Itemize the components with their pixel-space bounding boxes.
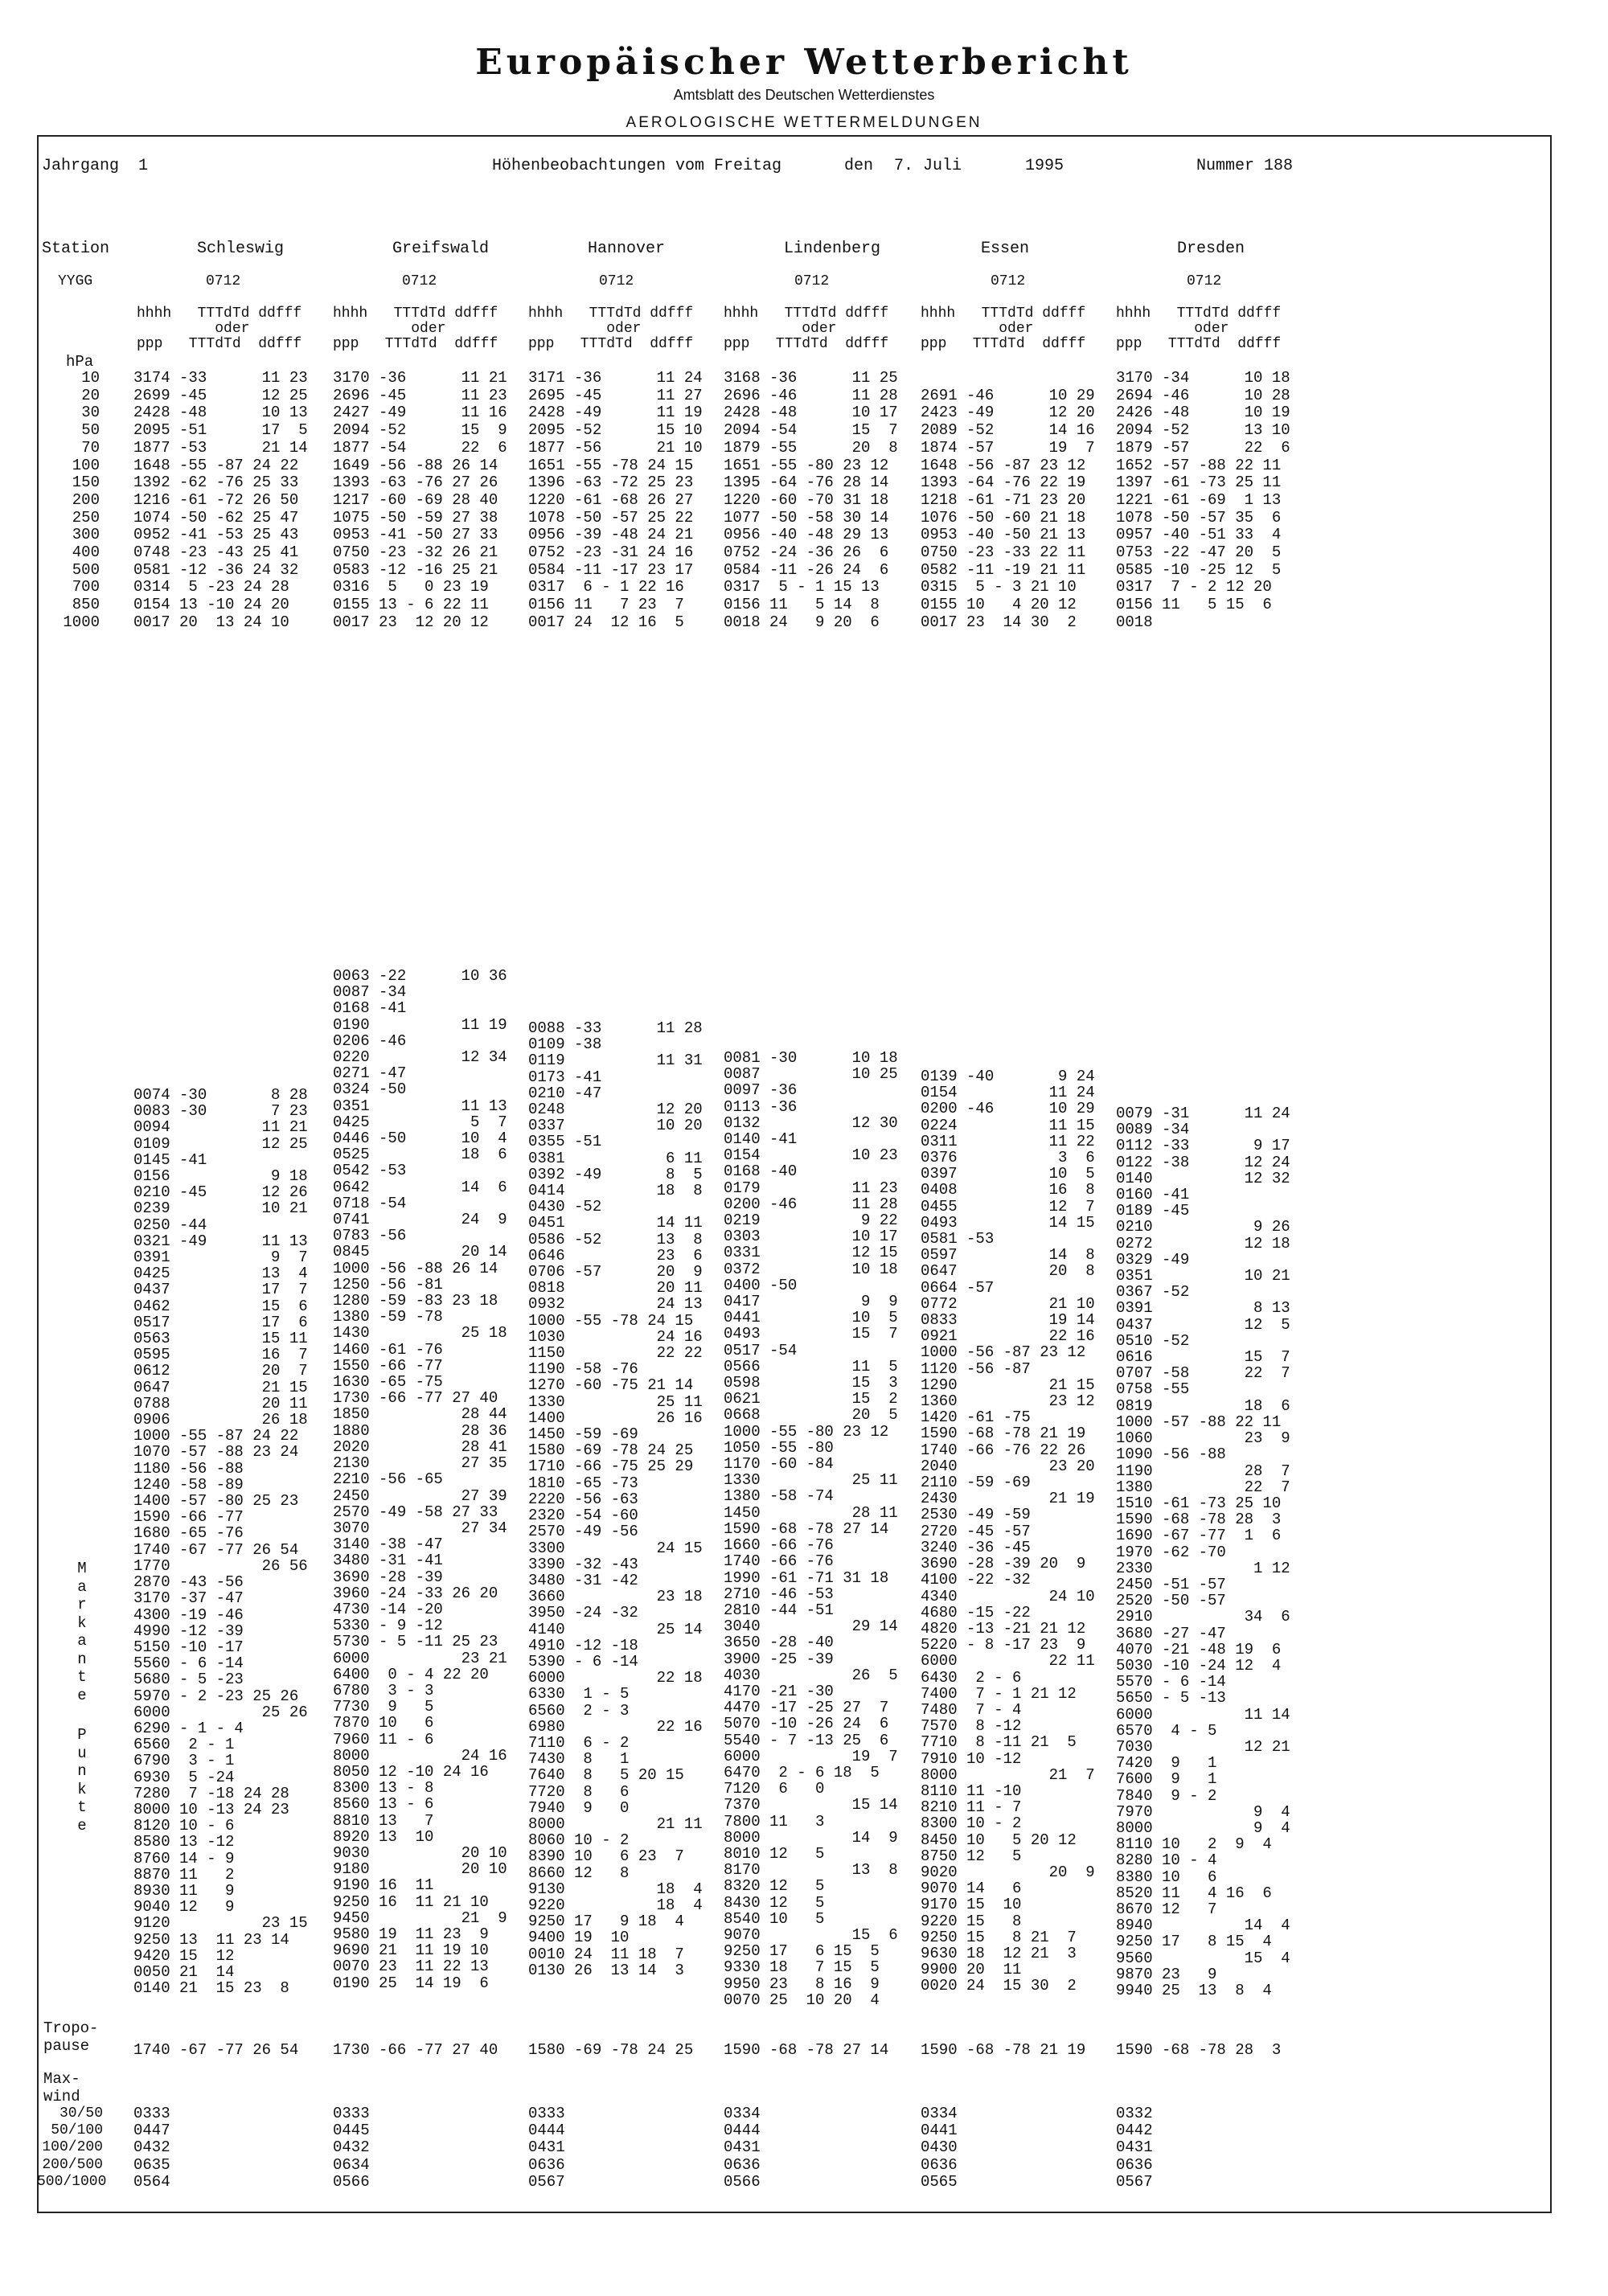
column-heading: ppp TTTdTd ddfff (528, 336, 694, 352)
station-label: Station (42, 240, 110, 258)
standard-levels-data: 3171 -36 11 24 2695 -45 11 27 2428 -49 11 19 2095 -52 15 10 1877 -56 21 10 1651 -55 -78 24 15 1396 -63 -72 25 23 1220 -61 -68 26 27 1078 -50 -57 25 22 0956 -39 -48 24 21 0752 -23 -31 24 16 0584 -11 -17 23 17 0317 6 - 1 22 16 0156 11 7 23 7 0017 24 12 16 5 (528, 369, 703, 631)
column-heading: ppp TTTdTd ddfff (333, 336, 498, 352)
column-heading: oder (921, 321, 1034, 337)
tropopause-data: 1590 -68 -78 27 14 (724, 2041, 889, 2059)
yygg-label: YYGG (58, 273, 93, 289)
station-name: Essen (981, 240, 1030, 258)
station-name: Schleswig (197, 240, 285, 258)
station-yygg: 0712 (599, 273, 634, 289)
station-name: Lindenberg (784, 240, 881, 258)
station-yygg: 0712 (991, 273, 1026, 289)
page-title: Europäischer Wetterbericht (475, 42, 1133, 83)
significant-levels-data: 0088 -33 11 28 0109 -38 0119 11 31 0173 -41 0210 -47 0248 12 20 0337 10 20 0355 -51 0381 6 11 0392 -49 8 5 0414 18 8 0430 -52 0451 14 11 0586 -52 13 8 0646 23 6 0706 -57 20 9 0818 20 11 0932 24 13 1000 -55 -78 24 15 1030 24 16 1150 22 22 1190 -58 -76 1270 -60 -75 21 14 1330 25 11 1400 26 16 1450 -59 -69 1580 -69 -78 24 25 1710 -66 -75 25 29 1810 -65 -73 2220 -56 -63 2320 -54 -60 2570 -49 -56 3300 24 15 3390 -32 -43 3480 -31 -42 3660 23 18 3950 -24 -32 4140 25 14 4910 -12 -18 5390 - 6 -14 6000 22 18 6330 1 - 5 6560 2 - 3 6980 22 16 7110 6 - 2 7430 8 1 7640 8 5 20 15 7720 8 6 7940 9 0 8000 21 11 8060 10 - 2 8390 10 6 23 7 8660 12 8 9130 18 4 9220 18 4 9250 17 9 18 4 9400 19 10 0010 24 11 18 7 0130 26 13 14 3 (528, 1019, 703, 1979)
observation-label: Höhenbeobachtungen vom Freitag (492, 157, 782, 175)
tropopause-data: 1730 -66 -77 27 40 (333, 2041, 498, 2059)
punkte-label: P u n k t e (77, 1726, 87, 1835)
hpa-label: hPa (66, 353, 94, 371)
pressure-levels: 10 20 30 50 70 100 150 200 250 300 400 500 700 850 1000 (63, 369, 100, 631)
section-title: AEROLOGISCHE WETTERMELDUNGEN (626, 114, 982, 131)
maxwind-data: 0333 0445 0432 0634 0566 (333, 2105, 370, 2191)
column-heading: hhhh TTTdTd ddfff (1116, 305, 1282, 322)
maxwind-data: 0333 0447 0432 0635 0564 (133, 2105, 170, 2191)
tropopause-data: 1590 -68 -78 21 19 (921, 2041, 1086, 2059)
column-heading: oder (724, 321, 837, 337)
column-heading: hhhh TTTdTd ddfff (724, 305, 889, 322)
issue-year: 1995 (1025, 157, 1064, 175)
tropopause-data: 1740 -67 -77 26 54 (133, 2041, 299, 2059)
den-label: den (844, 157, 874, 175)
column-heading: hhhh TTTdTd ddfff (528, 305, 694, 322)
significant-levels-data: 0139 -40 9 24 0154 11 24 0200 -46 10 29 0224 11 15 0311 11 22 0376 3 6 0397 10 5 0408 16 8 0455 12 7 0493 14 15 0581 -53 0597 14 8 0647 20 8 0664 -57 0772 21 10 0833 19 14 0921 22 16 1000 -56 -87 23 12 1120 -56 -87 1290 21 15 1360 23 12 1420 -61 -75 1590 -68 -78 21 19 1740 -66 -76 22 26 2040 23 20 2110 -59 -69 2430 21 19 2530 -49 -59 2720 -45 -57 3240 -36 -45 3690 -28 -39 20 9 4100 -22 -32 4340 24 10 4680 -15 -22 4820 -13 -21 21 12 5220 - 8 -17 23 9 6000 22 11 6430 2 - 6 7400 7 - 1 21 12 7480 7 - 4 7570 8 -12 7710 8 -11 21 5 7910 10 -12 8000 21 7 8110 11 -10 8210 11 - 7 8300 10 - 2 8450 10 5 20 12 8750 12 5 9020 20 9 9070 14 6 9170 15 10 9220 15 8 9250 15 8 21 7 9630 18 12 21 3 9900 20 11 0020 24 15 30 2 (921, 1068, 1095, 1995)
standard-levels-data: 3170 -36 11 21 2696 -45 11 23 2427 -49 11 16 2094 -52 15 9 1877 -54 22 6 1649 -56 -88 26 14 1393 -63 -76 27 26 1217 -60 -69 28 40 1075 -50 -59 27 38 0953 -41 -50 27 33 0750 -23 -32 26 21 0583 -12 -16 25 21 0316 5 0 23 19 0155 13 - 6 22 11 0017 23 12 20 12 (333, 369, 507, 631)
column-heading: hhhh TTTdTd ddfff (137, 305, 302, 322)
column-heading: oder (528, 321, 642, 337)
station-name: Hannover (588, 240, 666, 258)
tropopause-data: 1590 -68 -78 28 3 (1116, 2041, 1282, 2059)
maxwind-data: 0333 0444 0431 0636 0567 (528, 2105, 565, 2191)
issue-number: Nummer 188 (1196, 157, 1294, 175)
standard-levels-data: 3168 -36 11 25 2696 -46 11 28 2428 -48 10 17 2094 -54 15 7 1879 -55 20 8 1651 -55 -80 23 12 1395 -64 -76 28 14 1220 -60 -70 31 18 1077 -50 -58 30 14 0956 -40 -48 29 13 0752 -24 -36 26 6 0584 -11 -26 24 6 0317 5 - 1 15 13 0156 11 5 14 8 0018 24 9 20 6 (724, 369, 898, 631)
station-yygg: 0712 (402, 273, 437, 289)
maxwind-data: 0334 0444 0431 0636 0566 (724, 2105, 761, 2191)
column-heading: ppp TTTdTd ddfff (137, 336, 302, 352)
standard-levels-data: 3170 -34 10 18 2694 -46 10 28 2426 -48 10 19 2094 -52 13 10 1879 -57 22 6 1652 -57 -88 22 11 1397 -61 -73 25 11 1221 -61 -69 1 13 1078 -50 -57 35 6 0957 -40 -51 33 4 0753 -22 -47 20 5 0585 -10 -25 12 5 0317 7 - 2 12 20 0156 11 5 15 6 0018 (1116, 369, 1290, 631)
wind-layers: 30/50 50/100 100/200 200/500 500/1000 (37, 2105, 107, 2190)
jahrgang-value: 1 (138, 157, 149, 175)
column-heading: hhhh TTTdTd ddfff (921, 305, 1086, 322)
significant-levels-data: 0081 -30 10 18 0087 10 25 0097 -36 0113 -36 0132 12 30 0140 -41 0154 10 23 0168 -40 0179 11 23 0200 -46 11 28 0219 9 22 0303 10 17 0331 12 15 0372 10 18 0400 -50 0417 9 9 0441 10 5 0493 15 7 0517 -54 0566 11 5 0598 15 3 0621 15 2 0668 20 5 1000 -55 -80 23 12 1050 -55 -80 1170 -60 -84 1330 25 11 1380 -58 -74 1450 28 11 1590 -68 -78 27 14 1660 -66 -76 1740 -66 -76 1990 -61 -71 31 18 2710 -46 -53 2810 -44 -51 3040 29 14 3650 -28 -40 3900 -25 -39 4030 26 5 4170 -21 -30 4470 -17 -25 27 7 5070 -10 -26 24 6 5540 - 7 -13 25 6 6000 19 7 6470 2 - 6 18 5 7120 6 0 7370 15 14 7800 11 3 8000 14 9 8010 12 5 8170 13 8 8320 12 5 8430 12 5 8540 10 5 9070 15 6 9250 17 6 15 5 9330 18 7 15 5 9950 23 8 16 9 0070 25 10 20 4 (724, 1049, 898, 2009)
significant-levels-data: 0079 -31 11 24 0089 -34 0112 -33 9 17 0122 -38 12 24 0140 12 32 0160 -41 0189 -45 0210 9 26 0272 12 18 0329 -49 0351 10 21 0367 -52 0391 8 13 0437 12 5 0510 -52 0616 15 7 0707 -58 22 7 0758 -55 0819 18 6 1000 -57 -88 22 11 1060 23 9 1090 -56 -88 1190 28 7 1380 22 7 1510 -61 -73 25 10 1590 -68 -78 28 3 1690 -67 -77 1 6 1970 -62 -70 2330 1 12 2450 -51 -57 2520 -50 -57 2910 34 6 3680 -27 -47 4070 -21 -48 19 6 5030 -10 -24 12 4 5570 - 6 -14 5650 - 5 -13 6000 11 14 6570 4 - 5 7030 12 21 7420 9 1 7600 9 1 7840 9 - 2 7970 9 4 8000 9 4 8110 10 2 9 4 8280 10 - 4 8380 10 6 8520 11 4 16 6 8670 12 7 8940 14 4 9250 17 8 15 4 9560 15 4 9870 23 9 9940 25 13 8 4 (1116, 1105, 1290, 1999)
standard-levels-data: 3174 -33 11 23 2699 -45 12 25 2428 -48 10 13 2095 -51 17 5 1877 -53 21 14 1648 -55 -87 24 22 1392 -62 -76 25 33 1216 -61 -72 26 50 1074 -50 -62 25 47 0952 -41 -53 25 43 0748 -23 -43 25 41 0581 -12 -36 24 32 0314 5 -23 24 28 0154 13 -10 24 20 0017 20 13 24 10 (133, 369, 308, 631)
column-heading: oder (333, 321, 446, 337)
significant-levels-data: 0074 -30 8 28 0083 -30 7 23 0094 11 21 0109 12 25 0145 -41 0156 9 18 0210 -45 12 26 0239 10 21 0250 -44 0321 -49 11 13 0391 9 7 0425 13 4 0437 17 7 0462 15 6 0517 17 6 0563 15 11 0595 16 7 0612 20 7 0647 21 15 0788 20 11 0906 26 18 1000 -55 -87 24 22 1070 -57 -88 23 24 1180 -56 -88 1240 -58 -89 1400 -57 -80 25 23 1590 -66 -77 1680 -65 -76 1740 -67 -77 26 54 1770 26 56 2870 -43 -56 3170 -37 -47 4300 -19 -46 4990 -12 -39 5150 -10 -17 5560 - 6 -14 5680 - 5 -23 5970 - 2 -23 25 26 6000 25 26 6290 - 1 - 4 6560 2 - 1 6790 3 - 1 6930 5 -24 7280 7 -18 24 28 8000 10 -13 24 23 8120 10 - 6 8580 13 -12 8760 14 - 9 8870 11 2 8930 11 9 9040 12 9 9120 23 15 9250 13 11 23 14 9420 15 12 0050 21 14 0140 21 15 23 8 (133, 1086, 308, 1998)
markante-label: M a r k a n t e (77, 1560, 87, 1704)
station-name: Greifswald (392, 240, 490, 258)
maxwind-data: 0334 0441 0430 0636 0565 (921, 2105, 958, 2191)
tropopause-data: 1580 -69 -78 24 25 (528, 2041, 694, 2059)
station-yygg: 0712 (794, 273, 830, 289)
standard-levels-data: 2691 -46 10 29 2423 -49 12 20 2089 -52 14 16 1874 -57 19 7 1648 -56 -87 23 12 1393 -64 -76 22 19 1218 -61 -71 23 20 1076 -50 -60 21 18 0953 -40 -50 21 13 0750 -23 -33 22 11 0582 -11 -19 21 11 0315 5 - 3 21 10 0155 10 4 20 12 0017 23 14 30 2 (921, 386, 1095, 631)
jahrgang-label: Jahrgang (42, 157, 120, 175)
maxwind-label: Max- wind (43, 2070, 80, 2105)
station-yygg: 0712 (1187, 273, 1222, 289)
maxwind-data: 0332 0442 0431 0636 0567 (1116, 2105, 1153, 2191)
column-heading: ppp TTTdTd ddfff (724, 336, 889, 352)
column-heading: ppp TTTdTd ddfff (921, 336, 1086, 352)
tropopause-label: Tropo- pause (43, 2019, 99, 2055)
page-subtitle: Amtsblatt des Deutschen Wetterdienstes (673, 87, 935, 103)
issue-date: 7. Juli (894, 157, 962, 175)
column-heading: oder (1116, 321, 1229, 337)
station-name: Dresden (1177, 240, 1245, 258)
significant-levels-data: 0063 -22 10 36 0087 -34 0168 -41 0190 11 19 0206 -46 0220 12 34 0271 -47 0324 -50 0351 11 13 0425 5 7 0446 -50 10 4 0525 18 6 0542 -53 0642 14 6 0718 -54 0741 24 9 0783 -56 0845 20 14 1000 -56 -88 26 14 1250 -56 -81 1280 -59 -83 23 18 1380 -59 -78 1430 25 18 1460 -61 -76 1550 -66 -77 1630 -65 -75 1730 -66 -77 27 40 1850 28 44 1880 28 36 2020 28 41 2130 27 35 2210 -56 -65 2450 27 39 2570 -49 -58 27 33 3070 27 34 3140 -38 -47 3480 -31 -41 3690 -28 -39 3960 -24 -33 26 20 4730 -14 -20 5330 - 9 -12 5730 - 5 -11 25 23 6000 23 21 6400 0 - 4 22 20 6780 3 - 3 7730 9 5 7870 10 6 7960 11 - 6 8000 24 16 8050 12 -10 24 16 8300 13 - 8 8560 13 - 6 8810 13 7 8920 13 10 9030 20 10 9180 20 10 9190 16 11 9250 16 11 21 10 9450 21 9 9580 19 11 23 9 9690 21 11 19 10 0070 23 11 22 13 0190 25 14 19 6 (333, 967, 507, 1992)
column-heading: ppp TTTdTd ddfff (1116, 336, 1282, 352)
column-heading: oder (137, 321, 250, 337)
column-heading: hhhh TTTdTd ddfff (333, 305, 498, 322)
station-yygg: 0712 (206, 273, 241, 289)
